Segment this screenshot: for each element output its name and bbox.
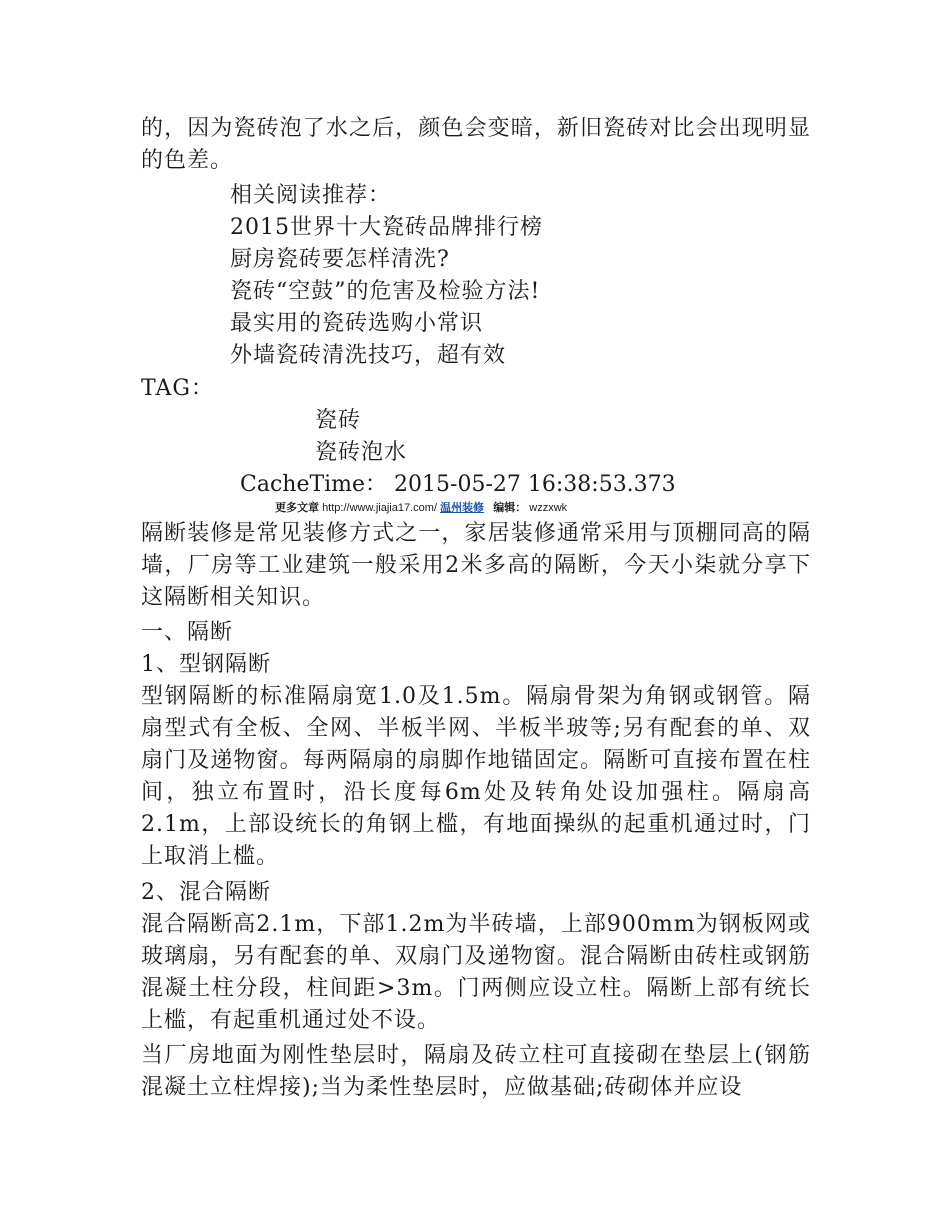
related-reading-title: 相关阅读推荐： [230,183,392,208]
editor-label: 编辑： [493,501,527,514]
paragraph-foundation: 当厂房地面为刚性垫层时，隔扇及砖立柱可直接砌在垫层上(钢筋混凝土立柱焊接);当为柔性垫层时，应做基础;砖砌体并应设 [141,1043,811,1100]
footer-credit [275,500,567,516]
subsection-heading-2: 2、混合隔断 [141,880,271,905]
paragraph-continuation: 的，因为瓷砖泡了水之后，颜色会变暗，新旧瓷砖对比会出现明显的色差。 [141,116,811,173]
article-intro: 隔断装修是常见装修方式之一，家居装修通常采用与顶棚同高的隔墙，厂房等工业建筑一般采用2米多高的隔断，今天小柒就分享下这隔断相关知识。 [141,521,811,610]
related-link-3[interactable]: 瓷砖“空鼓”的危害及检验方法! [230,279,541,304]
footer-label: 更多文章 [275,501,319,514]
editor-name: wzzxwk [529,502,568,514]
tag-label: TAG： [141,376,214,401]
section-heading: 一、隔断 [141,620,234,645]
tag-item-2[interactable]: 瓷砖泡水 [315,440,408,465]
related-link-1[interactable]: 2015世界十大瓷砖品牌排行榜 [230,215,543,240]
tag-item-1[interactable]: 瓷砖 [315,408,362,433]
related-link-4[interactable]: 最实用的瓷砖选购小常识 [230,311,484,336]
paragraph-steel-partition: 型钢隔断的标准隔扇宽1.0及1.5m。隔扇骨架为角钢或钢管。隔扇型式有全板、全网、半板半网、半板半玻等;另有配套的单、双扇门及递物窗。每两隔扇的扇脚作地锚固定。隔断可直接布置在柱间，独立布置时，沿长度每6m处及转角处设加强柱。隔扇高2.1m，上部设统长的角钢上槛，有地面操纵的起重机通过时，门上取消上槛。 [141,684,811,869]
paragraph-mixed-partition: 混合隔断高2.1m，下部1.2m为半砖墙，上部900mm为钢板网或玻璃扇，另有配套的单、双扇门及递物窗。混合隔断由砖柱或钢筋混凝土柱分段，柱间距>3m。门两侧应设立柱。隔断上部有统长上槛，有起重机通过处不设。 [141,912,811,1033]
subsection-heading-1: 1、型钢隔断 [141,652,271,677]
footer-link[interactable]: 温州装修 [440,501,485,514]
cache-time: CacheTime： 2015-05-27 16:38:53.373 [240,472,676,497]
related-link-5[interactable]: 外墙瓷砖清洗技巧，超有效 [230,343,507,368]
related-link-2[interactable]: 厨房瓷砖要怎样清洗? [230,247,450,272]
footer-url[interactable]: http://www.jiajia17.com/ [322,502,437,514]
